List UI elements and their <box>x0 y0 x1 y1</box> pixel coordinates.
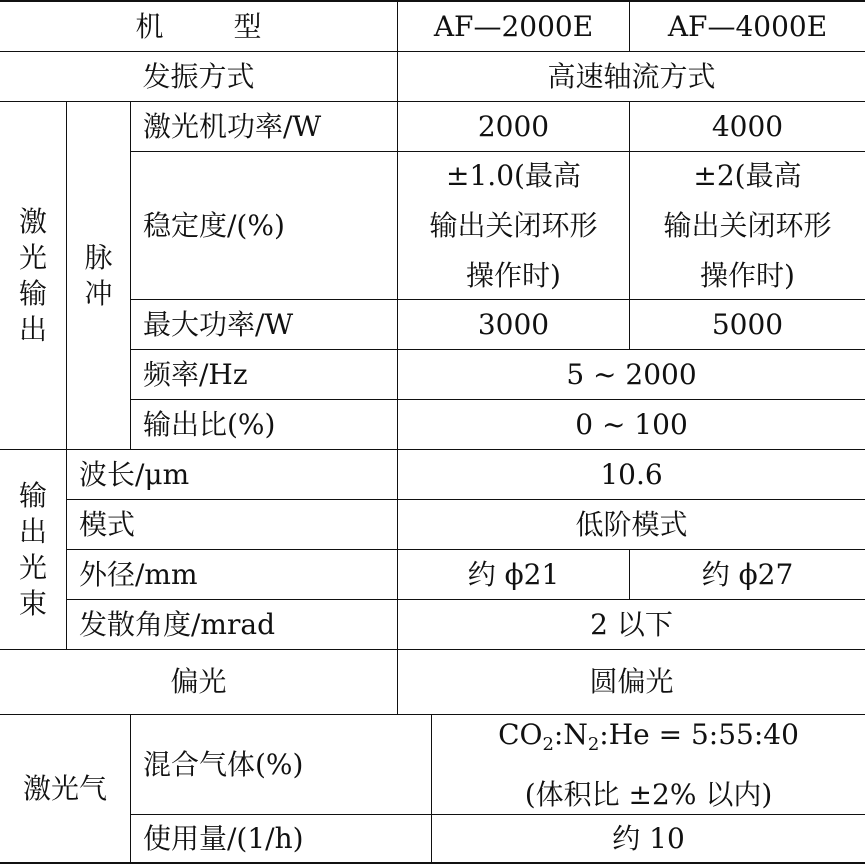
mode-label: 模式 <box>79 507 136 541</box>
stability-a <box>398 152 629 299</box>
output-ratio-label: 输出比(%) <box>143 407 276 441</box>
power-a: 2000 <box>477 109 550 143</box>
stability-b-line: 输出关闭环形 <box>663 208 832 242</box>
polarization-label: 偏光 <box>170 665 227 698</box>
stability-b <box>630 152 865 299</box>
oscillation-value: 高速轴流方式 <box>547 59 716 93</box>
laser-output-group-label: 激光输出 <box>18 204 47 346</box>
output-ratio-value: 0 ~ 100 <box>575 407 688 441</box>
polarization-value: 圆偏光 <box>589 665 674 698</box>
usage-label: 使用量/(1/h) <box>143 821 304 855</box>
mixture-tolerance: (体积比 ±2% 以内) <box>524 777 773 811</box>
divergence-label: 发散角度/mrad <box>79 607 275 641</box>
max-power-label: 最大功率/W <box>143 307 294 341</box>
usage-value: 约 10 <box>612 821 685 855</box>
max-power-a: 3000 <box>477 307 550 341</box>
frequency-value: 5 ~ 2000 <box>566 357 697 391</box>
table-border-bottom <box>0 862 865 864</box>
stability-a-line: ±1.0(最高 <box>446 158 581 192</box>
diameter-b: 约 ϕ27 <box>701 557 794 591</box>
max-power-b: 5000 <box>711 307 784 341</box>
header-model-b: AF—4000E <box>667 9 828 43</box>
stability-label: 稳定度/(%) <box>143 208 285 242</box>
pulse-label: 脉冲 <box>84 240 113 310</box>
stability-a-line: 操作时) <box>466 258 561 292</box>
power-b: 4000 <box>711 109 784 143</box>
stability-b-line: ±2(最高 <box>693 158 802 192</box>
power-label: 激光机功率/W <box>143 109 322 143</box>
mixture-label: 混合气体(%) <box>143 747 304 781</box>
stability-a-line: 输出关闭环形 <box>429 208 598 242</box>
header-model-a: AF—2000E <box>433 9 594 43</box>
wavelength-label: 波长/μm <box>79 457 190 491</box>
mixture-formula: $CO_2:N_2:He$ = 5:55:40 <box>498 717 799 755</box>
oscillation-label: 发振方式 <box>142 59 255 93</box>
output-beam-group-label: 输出光束 <box>18 478 47 620</box>
laser-gas-group-label: 激光气 <box>22 771 107 805</box>
diameter-label: 外径/mm <box>79 557 198 591</box>
wavelength-value: 10.6 <box>600 457 663 491</box>
divergence-value: 2 以下 <box>590 607 673 641</box>
diameter-a: 约 ϕ21 <box>467 557 560 591</box>
stability-b-line: 操作时) <box>700 258 795 292</box>
mixture-value <box>432 715 865 814</box>
frequency-label: 频率/Hz <box>143 357 248 391</box>
mode-value: 低阶模式 <box>575 507 688 541</box>
header-model-label: 机型 <box>135 9 332 43</box>
